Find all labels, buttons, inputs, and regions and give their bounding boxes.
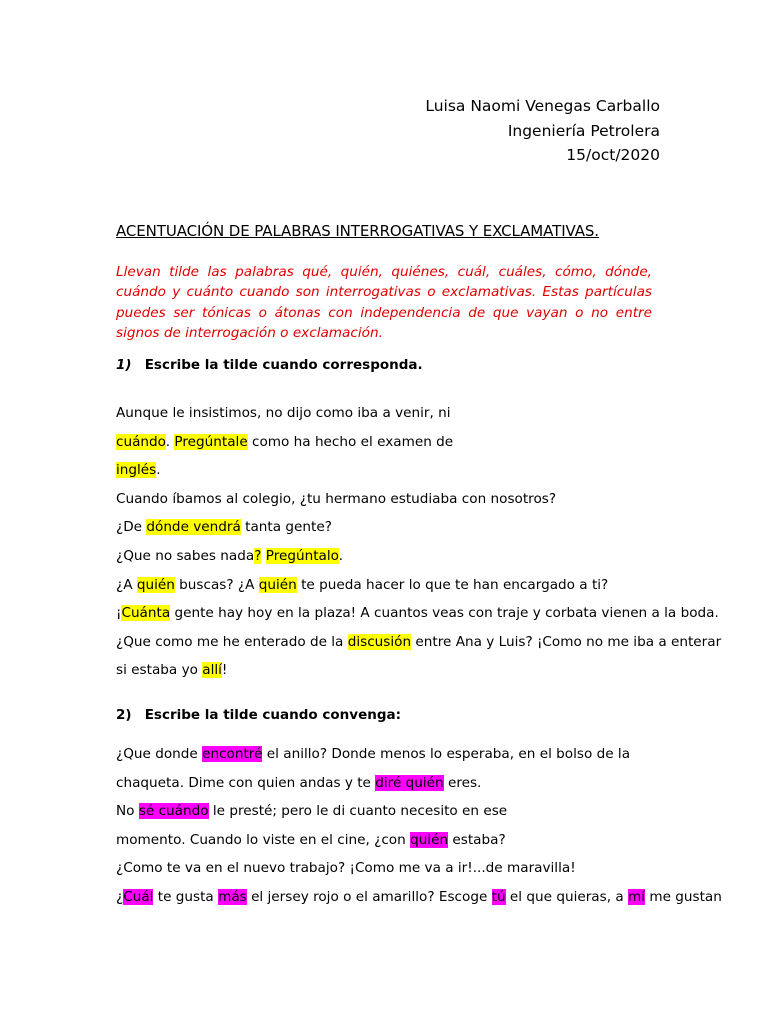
line-text: si estaba yo [116,662,203,679]
exercise-line [116,660,721,689]
author-name: Luisa Naomi Venegas Carballo [425,97,660,115]
exercise-line [116,460,721,489]
line-text: el jersey rojo o el amarillo? Escoge [246,888,492,905]
line-text: entre Ana y Luis? ¡Como no me iba a enterar [411,633,722,650]
exercise-line [116,744,722,773]
line-text: Cuando íbamos al colegio, ¿tu hermano estudiaba con nosotros? [116,490,557,507]
highlighted-word: ? [254,547,262,564]
line-text: te pueda hacer lo que te han encargado a ti? [296,576,609,593]
highlighted-word: más [218,888,247,905]
highlighted-word: quién [258,576,297,593]
highlighted-word: Pregúntalo [265,547,339,564]
line-text: No [116,803,139,820]
document-date: 15/oct/2020 [566,146,660,164]
exercise-line [116,830,722,859]
exercise-line [116,858,722,887]
line-text: ¿Como te va en el nuevo trabajo? ¡Como me va a ir!...de maravilla! [116,860,576,877]
line-text: buscas? ¿A [174,576,259,593]
highlighted-word: quién [410,831,449,848]
exercise-line [116,489,721,518]
exercise-2-lines [116,744,722,916]
exercise-line [116,603,721,632]
section-2-title: Escribe la tilde cuando convenga: [144,707,402,723]
line-text: momento. Cuando lo viste en el cine, ¿con [116,831,411,848]
line-text: como ha hecho el examen de [247,433,454,450]
exercise-line [116,517,721,546]
exercise-line [116,801,722,830]
line-text: me gustan [645,888,722,905]
line-text: . [338,547,344,564]
author-career: Ingeniería Petrolera [507,121,660,140]
section-1-title: Escribe la tilde cuando corresponda. [144,357,423,373]
line-text: chaqueta. Dime con quien andas y te [116,774,376,791]
exercise-line [116,773,722,802]
exercise-1-lines [116,403,721,689]
highlighted-word: tú [491,888,506,905]
line-text: ¿Que como me he enterado de la [116,633,348,650]
section-1-number: 1) [116,357,132,373]
exercise-line [116,887,722,916]
exercise-line [116,575,721,604]
line-text: le presté; pero le di cuanto necesito en ese [208,803,508,820]
line-text: el anillo? Donde menos lo esperaba, en el bolso de la [262,746,631,762]
highlighted-word: allí [202,662,222,679]
author-header [425,94,660,168]
highlighted-word: discusión [347,633,412,650]
highlighted-word: inglés [116,462,157,479]
line-text: te gusta [153,888,219,905]
line-text: ¿Que no sabes nada [116,547,255,564]
line-text: . [165,433,175,450]
line-text: . [156,462,161,479]
highlighted-word: diré quién [375,774,444,791]
highlighted-word: mí [628,888,646,905]
highlighted-word: cuándo [116,433,166,450]
line-text: tanta gente? [240,519,332,536]
rule-paragraph [116,262,652,343]
document-title: ACENTUACIÓN DE PALABRAS INTERROGATIVAS Y EXCLAMATIVAS. [116,222,599,240]
highlighted-word: quién [136,576,175,593]
section-1-heading [116,357,423,373]
highlighted-word: encontré [202,746,263,762]
line-text: eres. [443,774,482,791]
line-text: ¡ [116,605,122,622]
line-text: estaba? [448,831,506,848]
line-text: el que quieras, a [505,888,628,905]
rule-text: Llevan tilde las palabras qué, quién, quiénes, cuál, cuáles, cómo, dónde, cuándo y cuánto cuando son interrogativas o exclamativas. Estas partículas puedes ser tónicas o átonas con independencia de que vayan o no entre signos de interrogación o exclamación. [116,264,652,341]
line-text: ¿Que donde [116,746,203,762]
exercise-line [116,546,721,575]
section-2-number: 2) [116,707,132,723]
line-text: Aunque le insistimos, no dijo como iba a venir, ni [116,405,451,421]
line-text: ¿De [116,519,147,536]
exercise-line [116,432,721,461]
highlighted-word: sé cuándo [138,803,209,820]
highlighted-word: Cuál [123,888,154,905]
highlighted-word: Pregúntale [174,433,248,450]
line-text: ¿A [116,576,137,593]
highlighted-word: Cuánta [121,605,171,622]
highlighted-word: dónde vendrá [146,519,241,536]
line-text: ! [221,662,228,679]
section-2-heading [116,707,401,723]
line-text: ¿ [116,888,124,905]
line-text: gente hay hoy en la plaza! A cuantos veas con traje y corbata vienen a la boda. [170,605,719,622]
exercise-line [116,632,721,661]
exercise-line [116,403,721,432]
